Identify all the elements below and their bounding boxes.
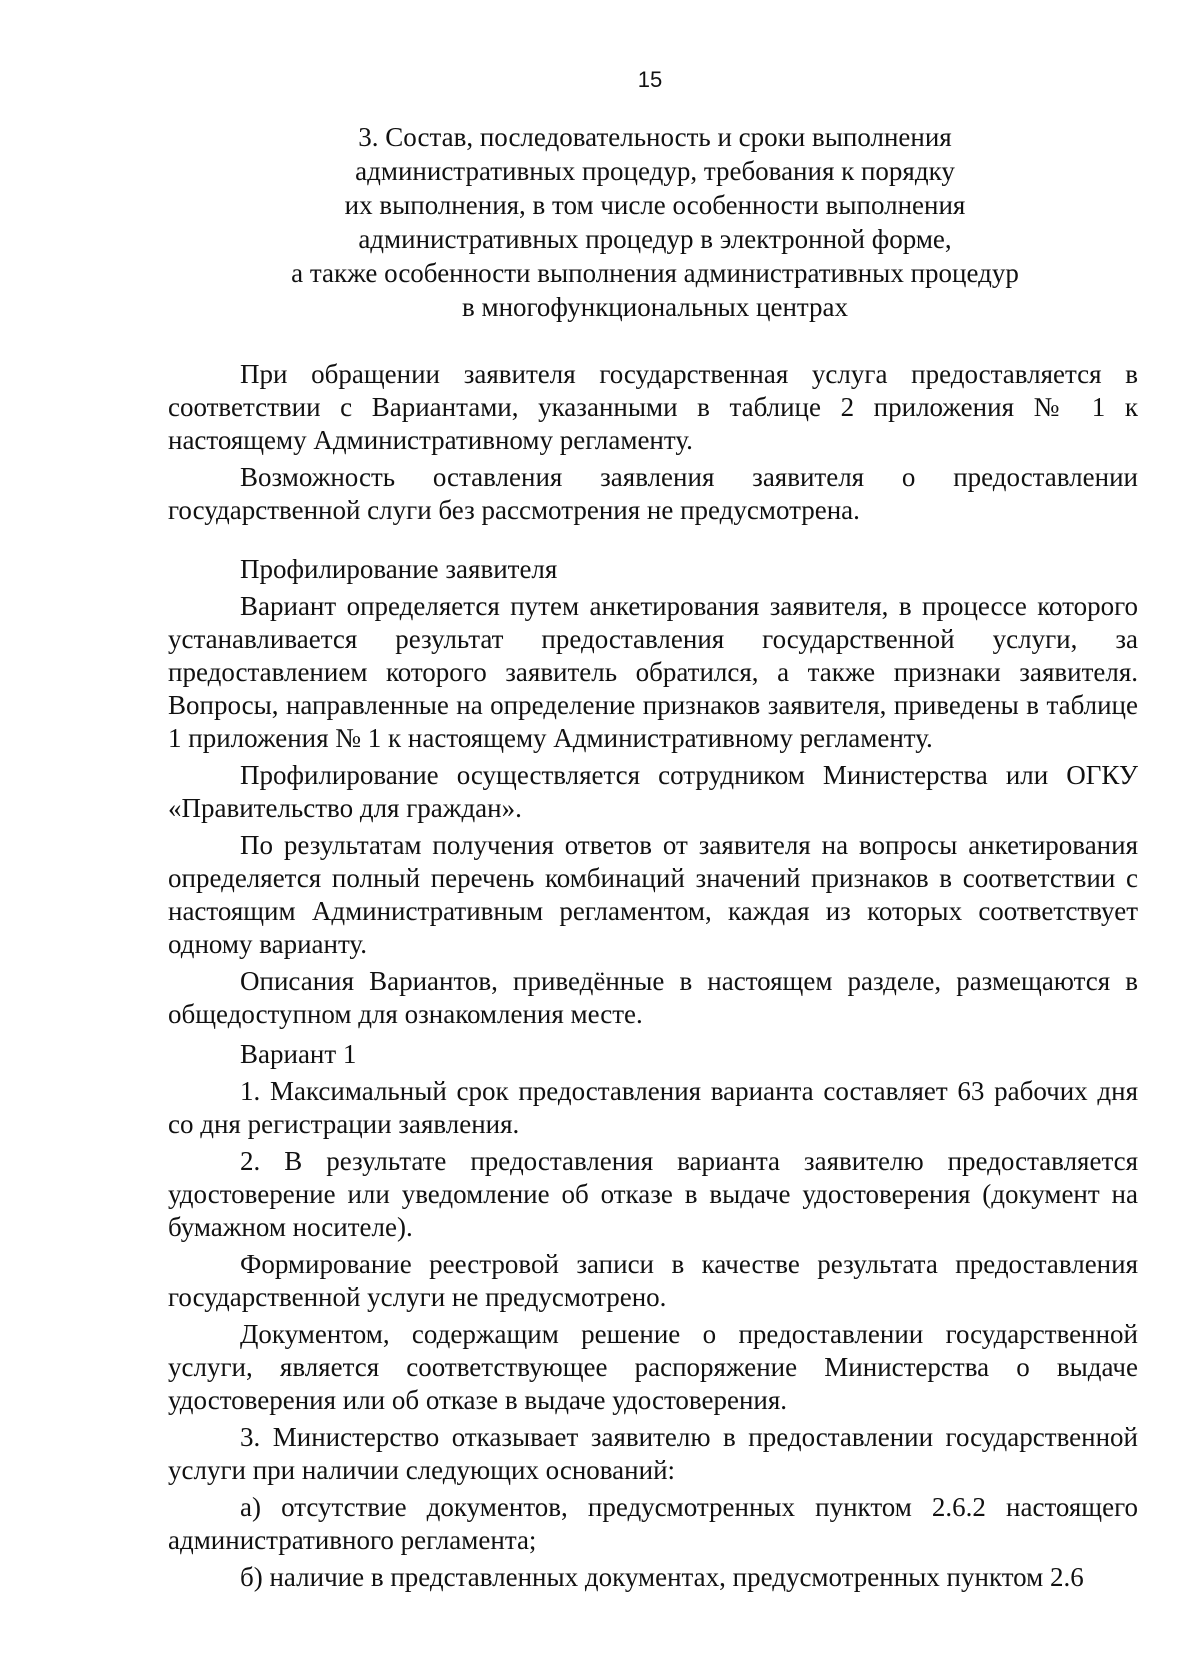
paragraph: 2. В результате предоставления варианта заявителю предоставляется удостоверение или уведомление об отказе в выдаче удостоверения (документ на бумажном носителе). bbox=[168, 1146, 1138, 1242]
paragraph: Вариант определяется путем анкетирования заявителя, в процессе которого устанавливается результат предоставления государственной услуги, за предоставлением которого заявитель обратился, а также признаки заявителя. Вопросы, направленные на определение признаков заявителя, приведены в таблице 1 приложения № 1 к настоящему Административному регламенту. bbox=[168, 591, 1138, 753]
paragraph: Описания Вариантов, приведённые в настоящем разделе, размещаются в общедоступном для ознакомления месте. bbox=[168, 966, 1138, 1029]
section-heading bbox=[170, 120, 1140, 324]
paragraph: 1. Максимальный срок предоставления варианта составляет 63 рабочих дня со дня регистрации заявления. bbox=[168, 1076, 1138, 1139]
section-heading-line: их выполнения, в том числе особенности выполнения bbox=[344, 190, 966, 220]
section-heading-line: административных процедур в электронной форме, bbox=[358, 224, 952, 254]
page-number: 15 bbox=[637, 67, 663, 92]
intro-block bbox=[168, 358, 1138, 527]
paragraph: 3. Министерство отказывает заявителю в предоставлении государственной услуги при наличии следующих оснований: bbox=[168, 1422, 1138, 1485]
section-heading-line: административных процедур, требования к порядку bbox=[355, 156, 955, 186]
variant-1-heading: Вариант 1 bbox=[240, 1039, 357, 1069]
paragraph: Формирование реестровой записи в качестве результата предоставления государственной услуги не предусмотрено. bbox=[168, 1249, 1138, 1312]
paragraph: Профилирование осуществляется сотрудником Министерства или ОГКУ «Правительство для граждан». bbox=[168, 760, 1138, 823]
profiling-heading: Профилирование заявителя bbox=[240, 554, 558, 584]
profiling-section bbox=[168, 553, 1138, 1031]
paragraph: а) отсутствие документов, предусмотренных пунктом 2.6.2 настоящего административного регламента; bbox=[168, 1492, 1138, 1555]
section-heading-line: а также особенности выполнения административных процедур bbox=[291, 258, 1019, 288]
paragraph: б) наличие в представленных документах, предусмотренных пунктом 2.6 bbox=[240, 1562, 1084, 1592]
section-heading-line: в многофункциональных центрах bbox=[461, 292, 848, 322]
paragraph: Документом, содержащим решение о предоставлении государственной услуги, является соответствующее распоряжение Министерства о выдаче удостоверения или об отказе в выдаче удостоверения. bbox=[168, 1319, 1138, 1415]
paragraph: Возможность оставления заявления заявителя о предоставлении государственной слуги без рассмотрения не предусмотрена. bbox=[168, 462, 1138, 525]
paragraph: При обращении заявителя государственная услуга предоставляется в соответствии с Вариантами, указанными в таблице 2 приложения № 1 к настоящему Административному регламенту. bbox=[168, 359, 1138, 455]
paragraph: По результатам получения ответов от заявителя на вопросы анкетирования определяется полный перечень комбинаций значений признаков в соответствии с настоящим Административным регламентом, каждая из которых соответствует одному варианту. bbox=[168, 830, 1138, 959]
variant-1-section bbox=[168, 1038, 1138, 1594]
section-heading-line: 3. Состав, последовательность и сроки выполнения bbox=[358, 122, 952, 152]
